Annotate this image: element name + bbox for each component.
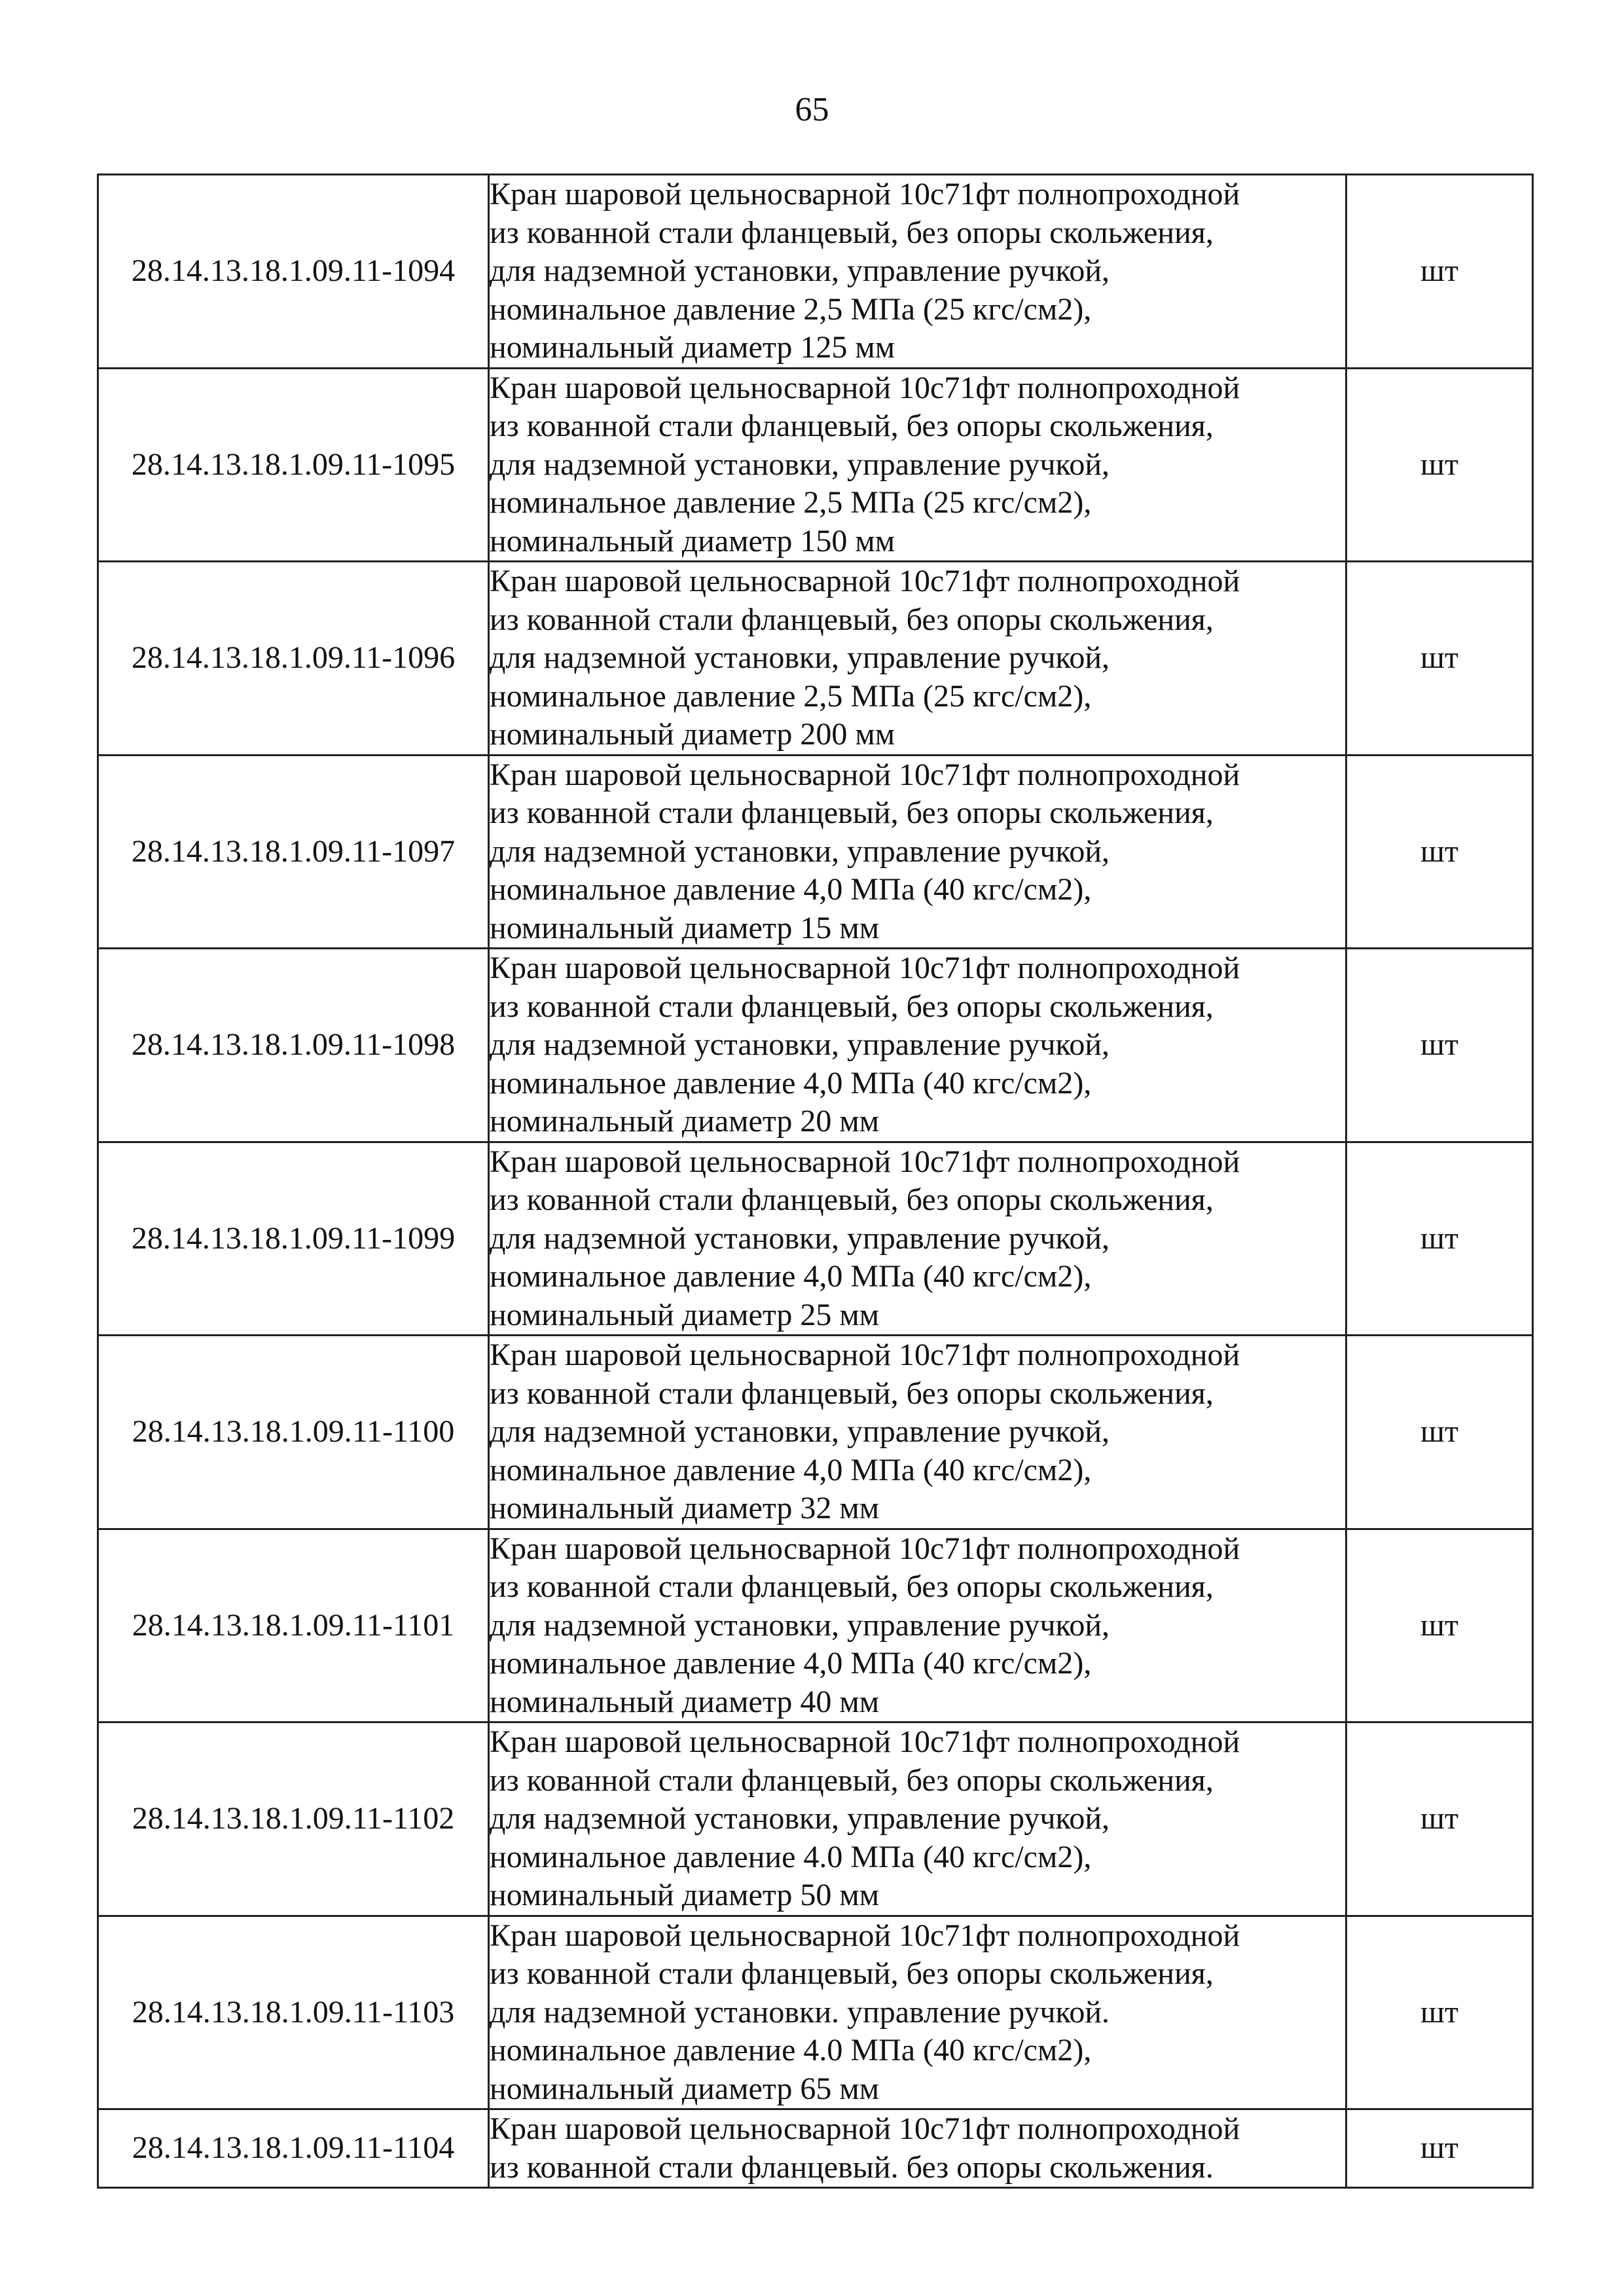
description-line: номинальный диаметр 20 мм	[490, 1104, 880, 1139]
description-line: номинальный диаметр 50 мм	[490, 1878, 880, 1912]
table-row	[98, 368, 1533, 562]
unit-cell: шт	[1346, 1529, 1533, 1722]
description-line: для надземной установки, управление ручкой,	[490, 1801, 1110, 1836]
unit-cell: шт	[1346, 949, 1533, 1142]
table-row	[98, 1142, 1533, 1336]
item-code-cell: 28.14.13.18.1.09.11-1103	[98, 1916, 489, 2109]
item-description-cell	[489, 949, 1346, 1142]
table-row	[98, 949, 1533, 1142]
description-line: для надземной установки, управление ручкой,	[490, 833, 1110, 869]
item-code-cell: 28.14.13.18.1.09.11-1099	[98, 1142, 489, 1336]
unit-cell: шт	[1346, 1722, 1533, 1916]
item-code-cell: 28.14.13.18.1.09.11-1102	[98, 1722, 489, 1916]
description-line: из кованной стали фланцевый, без опоры скольжения,	[490, 1956, 1214, 1991]
item-code-cell: 28.14.13.18.1.09.11-1101	[98, 1529, 489, 1722]
specification-table	[97, 173, 1534, 2189]
description-line: номинальный диаметр 40 мм	[490, 1684, 880, 1719]
description-line: номинальное давление 4,0 МПа (40 кгс/см2),	[490, 1065, 1092, 1101]
description-line: для надземной установки, управление ручкой,	[490, 253, 1110, 288]
description-line: Кран шаровой цельносварной 10с71фт полнопроходной	[490, 951, 1240, 985]
table-body	[98, 175, 1533, 2188]
description-line: из кованной стали фланцевый. без опоры скольжения.	[490, 2149, 1214, 2185]
description-line: из кованной стали фланцевый, без опоры скольжения,	[490, 215, 1214, 250]
description-line: Кран шаровой цельносварной 10с71фт полнопроходной	[490, 564, 1240, 598]
unit-cell: шт	[1346, 562, 1533, 756]
description-line: номинальный диаметр 15 мм	[490, 910, 880, 945]
unit-cell: шт	[1346, 2109, 1533, 2188]
description-line: Кран шаровой цельносварной 10с71фт полнопроходной	[490, 1338, 1240, 1372]
table-row	[98, 1336, 1533, 1529]
description-line: из кованной стали фланцевый, без опоры скольжения,	[490, 1569, 1214, 1604]
item-code-cell: 28.14.13.18.1.09.11-1094	[98, 175, 489, 369]
description-line: Кран шаровой цельносварной 10с71фт полнопроходной	[490, 1724, 1240, 1759]
description-line: для надземной установки, управление ручкой,	[490, 1027, 1110, 1062]
table-row	[98, 562, 1533, 756]
description-line: номинальный диаметр 125 мм	[490, 330, 895, 365]
unit-cell: шт	[1346, 175, 1533, 369]
description-line: номинальный диаметр 150 мм	[490, 523, 895, 558]
description-line: номинальный диаметр 25 мм	[490, 1297, 880, 1332]
item-description-cell	[489, 1529, 1346, 1722]
description-line: Кран шаровой цельносварной 10с71фт полнопроходной	[490, 370, 1240, 405]
item-description-cell	[489, 1336, 1346, 1529]
unit-cell: шт	[1346, 755, 1533, 949]
item-description-cell	[489, 175, 1346, 369]
item-description-cell	[489, 562, 1346, 756]
unit-cell: шт	[1346, 1336, 1533, 1529]
description-line: номинальное давление 4.0 МПа (40 кгс/см2),	[490, 2033, 1092, 2068]
unit-cell: шт	[1346, 1142, 1533, 1336]
description-line: номинальное давление 4,0 МПа (40 кгс/см2),	[490, 1452, 1092, 1487]
description-line: для надземной установки, управление ручкой,	[490, 640, 1110, 675]
table-row	[98, 755, 1533, 949]
description-line: из кованной стали фланцевый, без опоры скольжения,	[490, 1762, 1214, 1798]
description-line: номинальный диаметр 65 мм	[490, 2071, 880, 2106]
description-line: Кран шаровой цельносварной 10с71фт полнопроходной	[490, 757, 1240, 792]
description-line: номинальное давление 2,5 МПа (25 кгс/см2),	[490, 678, 1092, 714]
description-line: Кран шаровой цельносварной 10с71фт полнопроходной	[490, 177, 1240, 211]
page-number: 65	[795, 91, 829, 128]
description-line: номинальное давление 4.0 МПа (40 кгс/см2),	[490, 1839, 1092, 1874]
description-line: номинальное давление 2,5 МПа (25 кгс/см2),	[490, 485, 1092, 520]
table-row	[98, 175, 1533, 369]
description-line: из кованной стали фланцевый, без опоры скольжения,	[490, 602, 1214, 637]
description-line: номинальное давление 4,0 МПа (40 кгс/см2),	[490, 1259, 1092, 1294]
table-row	[98, 2109, 1533, 2188]
unit-cell: шт	[1346, 368, 1533, 562]
description-line: номинальное давление 2,5 МПа (25 кгс/см2),	[490, 291, 1092, 327]
item-code-cell: 28.14.13.18.1.09.11-1096	[98, 562, 489, 756]
description-line: из кованной стали фланцевый, без опоры скольжения,	[490, 1182, 1214, 1217]
description-line: для надземной установки, управление ручкой,	[490, 1220, 1110, 1256]
item-code-cell: 28.14.13.18.1.09.11-1097	[98, 755, 489, 949]
item-description-cell	[489, 755, 1346, 949]
description-line: из кованной стали фланцевый, без опоры скольжения,	[490, 795, 1214, 830]
description-line: Кран шаровой цельносварной 10с71фт полнопроходной	[490, 1918, 1240, 1953]
item-description-cell	[489, 1722, 1346, 1916]
unit-cell: шт	[1346, 1916, 1533, 2109]
description-line: из кованной стали фланцевый, без опоры скольжения,	[490, 409, 1214, 443]
description-line: для надземной установки, управление ручкой,	[490, 446, 1110, 482]
description-line: номинальное давление 4,0 МПа (40 кгс/см2),	[490, 872, 1092, 907]
item-code-cell: 28.14.13.18.1.09.11-1095	[98, 368, 489, 562]
table-row	[98, 1722, 1533, 1916]
item-description-cell	[489, 368, 1346, 562]
description-line: номинальное давление 4,0 МПа (40 кгс/см2),	[490, 1646, 1092, 1681]
description-line: для надземной установки, управление ручкой,	[490, 1607, 1110, 1643]
table-row	[98, 1916, 1533, 2109]
item-description-cell	[489, 1142, 1346, 1336]
item-description-cell	[489, 2109, 1346, 2188]
description-line: Кран шаровой цельносварной 10с71фт полнопроходной	[490, 2111, 1240, 2146]
description-line: из кованной стали фланцевый, без опоры скольжения,	[490, 989, 1214, 1024]
description-line: для надземной установки, управление ручкой,	[490, 1414, 1110, 1449]
description-line: Кран шаровой цельносварной 10с71фт полнопроходной	[490, 1531, 1240, 1566]
description-line: для надземной установки. управление ручкой.	[490, 1994, 1110, 2030]
description-line: Кран шаровой цельносварной 10с71фт полнопроходной	[490, 1144, 1240, 1179]
description-line: из кованной стали фланцевый, без опоры скольжения,	[490, 1376, 1214, 1411]
item-description-cell	[489, 1916, 1346, 2109]
description-line: номинальный диаметр 200 мм	[490, 717, 895, 752]
description-line: номинальный диаметр 32 мм	[490, 1491, 880, 1525]
item-code-cell: 28.14.13.18.1.09.11-1098	[98, 949, 489, 1142]
item-code-cell: 28.14.13.18.1.09.11-1104	[98, 2109, 489, 2188]
table-row	[98, 1529, 1533, 1722]
item-code-cell: 28.14.13.18.1.09.11-1100	[98, 1336, 489, 1529]
